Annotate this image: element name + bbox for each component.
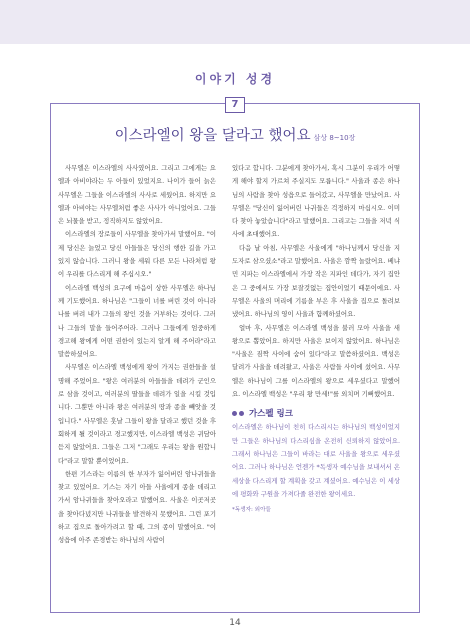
footnote: *독생자: 외아들 bbox=[232, 507, 271, 514]
paragraph: 한편 기스라는 이름의 한 부자가 잃어버린 암나귀들을 찾고 있었어요. 기스는 자기 아들 사울에게 종을 데리고 가서 암나귀들을 찾아오라고 말했어요. 사울은 이곳저곳을 찾아다녔지만 나귀들을 발견하지 못했어요. 그런 포기하고 집으로 돌아가려고 할 때, 그의 종이 말했어요. "이 성읍에 아주 존경받는 하나님의 사람이 bbox=[58, 469, 216, 545]
paragraph: 이스라엘 백성의 요구에 마음이 상한 사무엘은 하나님께 기도했어요. 하나님은 "그들이 너를 버린 것이 아니라 나를 버려 내가 그들의 왕인 것을 거부하는 것이다. 그러나 그들의 말을 들어주어라. 그러나 그들에게 엄중하게 경고해 왕에게 어떤 권한이 있는지 알게 해 주어라"라고 말씀하셨어요. bbox=[58, 283, 216, 359]
scripture-reference: 삼상 8~10장 bbox=[313, 134, 356, 142]
gospel-link-heading-row bbox=[232, 407, 400, 421]
right-column bbox=[232, 162, 400, 517]
story-title: 이스라엘이 왕을 달라고 했어요 bbox=[114, 128, 311, 144]
bullet-dot-icon bbox=[232, 411, 237, 416]
section-title: 이야기 성경 bbox=[194, 72, 276, 86]
page-number: 14 bbox=[229, 618, 241, 628]
gospel-link-text: 이스라엘은 하나님이 친히 다스리시는 하나님의 백성이었지만 그들은 하나님의 다스리심을 온전히 신뢰하지 않았어요. 그래서 하나님은 그들이 바라는 대로 사울을 왕으로 세우셨어요. 그러나 하나님은 언젠가 *독생자 예수님을 보내셔서 온 세상을 다스리게 할 계획을 갖고 계셨어요. 예수님은 이 세상에 평화와 구원을 가져다줄 완전한 왕이세요. bbox=[232, 423, 400, 498]
story-title-block bbox=[52, 124, 418, 145]
bullet-dot-icon bbox=[239, 411, 244, 416]
lesson-number-badge: 7 bbox=[225, 97, 245, 113]
left-column bbox=[58, 162, 216, 548]
header-band bbox=[0, 0, 470, 44]
gospel-link-heading: 가스펠 링크 bbox=[248, 409, 293, 420]
paragraph: 얼마 후, 사무엘은 이스라엘 백성을 불러 모아 사울을 새 왕으로 뽑았어요. 하지만 사울은 보이지 않았어요. 하나님은 "사울은 짐짝 사이에 숨어 있다"라고 말씀하셨어요. 백성은 달려가 사울을 데려왔고, 사울은 사람들 사이에 섰어요. 사무엘은 하나님이 그를 이스라엘의 왕으로 세우셨다고 말했어요. 이스라엘 백성은 "우리 왕 만세!"를 외치며 기뻐했어요. bbox=[232, 323, 400, 399]
paragraph: 이스라엘의 장로들이 사무엘을 찾아가서 말했어요. "이제 당신은 늙었고 당신 아들들은 당신의 행한 길을 가고 있지 않습니다. 그러니 왕을 세워 다른 모든 나라처럼 왕이 우리를 다스리게 해 주십시오." bbox=[58, 230, 216, 279]
paragraph: 다음 날 아침, 사무엘은 사울에게 "하나님께서 당신을 지도자로 삼으셨소"라고 말했어요. 사울은 깜짝 놀랐어요. 베냐민 지파는 이스라엘에서 가장 작은 지파인 데다가, 자기 집안은 그 중에서도 가장 보잘것없는 집안이었기 때문이에요. 사무엘은 사울의 머리에 기름을 부은 후 사울을 집으로 돌려보냈어요. 하나님의 영이 사울과 함께하셨어요. bbox=[232, 243, 400, 319]
gospel-link-section bbox=[232, 421, 400, 517]
paragraph: 사무엘은 이스라엘 백성에게 왕이 가지는 권한들을 설명해 주었어요. "왕은 여러분의 아들들을 데려가 군인으로 삼을 것이고, 여러분의 딸들을 데려가 일을 시킬 것입니다. 그뿐만 아니라 왕은 여러분의 땅과 종을 빼앗을 것입니다." 사무엘은 훗날 그들이 왕을 달라고 했던 것을 후회하게 될 것이라고 경고했지만, 이스라엘 백성은 귀담아듣지 않았어요. 그들은 그저 "그래도 우리는 왕을 원합니다"라고 말할 뿐이었어요. bbox=[58, 363, 216, 465]
paragraph: 있다고 합니다. 그분에게 찾아가서, 혹시 그분이 우리가 어떻게 해야 할지 가르쳐 주실지도 모릅니다." 사울과 종은 하나님의 사람을 찾아 성읍으로 들어갔고, 사무엘을 만났어요. 사무엘은 "당신이 잃어버린 나귀들은 걱정하지 마십시오. 이미 다 찾아 놓았습니다"라고 말했어요. 그리고는 그들을 저녁 식사에 초대했어요. bbox=[232, 164, 400, 239]
paragraph: 사무엘은 이스라엘의 사사였어요. 그리고 그에게는 요엘과 아비야라는 두 아들이 있었지요. 나이가 들어 늙은 사무엘은 그들을 이스라엘의 사사로 세웠어요. 하지만 요엘과 아비야는 사무엘처럼 좋은 사사가 아니었어요. 그들은 뇌물을 받고, 정직하지도 않았어요. bbox=[58, 164, 216, 226]
